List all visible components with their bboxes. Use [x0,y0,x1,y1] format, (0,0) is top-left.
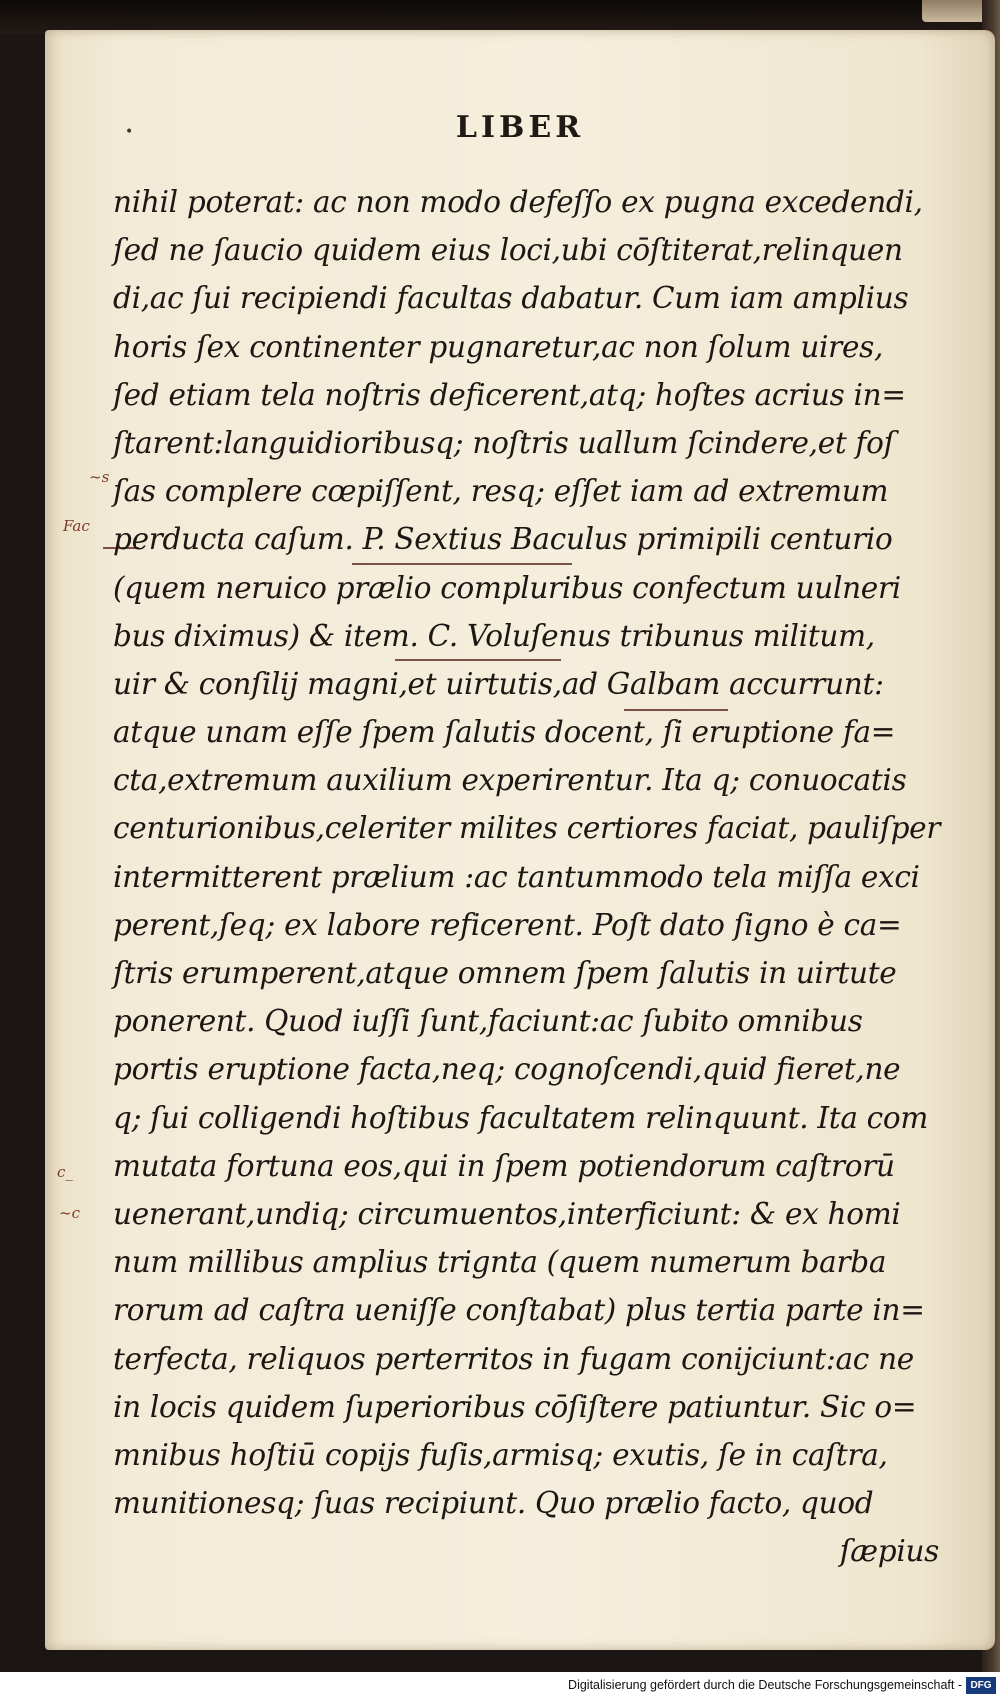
text-line: cta,extremum auxilium experirentur. Ita q; conuocatis [113,763,907,798]
head-mark: • [125,124,134,140]
text-line: perent,ſeq; ex labore reficerent. Poſt dato ſigno è ca= [113,907,902,942]
body-text [113,178,945,1575]
text-line: ſed ne ſaucio quidem eius loci,ubi cōſtiterat,relinquen [113,233,903,268]
running-head: LIBER [455,110,585,145]
text-line: mutata fortuna eos,qui in ſpem potiendorum caſtrorū [113,1148,895,1183]
text-line: bus diximus) & item. C. Voluſenus tribunus militum, [113,618,875,653]
marginal-note: c_ [57,1163,73,1181]
text-line: munitionesq; ſuas recipiunt. Quo prælio facto, quod [113,1486,874,1521]
scan-top-shadow [0,0,1000,34]
text-line: ſas complere cœpiſſent, resq; eſſet iam ad extremum [113,474,889,509]
text-line: ponerent. Quod iuſſi ſunt,faciunt:ac ſubito omnibus [113,1004,863,1039]
text-line: portis eruptione facta,neq; cognoſcendi,quid fieret,ne [113,1052,901,1087]
text-line: (quem neruico prælio compluribus confectum uulneri [113,570,901,605]
text-line: num millibus amplius trignta (quem numerum barba [113,1245,887,1280]
text-line: ſtris erumperent,atque omnem ſpem ſalutis in uirtute [113,956,897,990]
text-line: q; ſui colligendi hoſtibus facultatem relinquunt. Ita com [113,1100,929,1135]
text-line: ſed etiam tela noſtris deficerent,atq; hoſtes acrius in= [113,377,906,412]
marginal-note: ~c [59,1204,80,1222]
footer-credit: Digitalisierung gefördert durch die Deutsche Forschungsgemeinschaft - [568,1678,962,1692]
text-line: nihil poterat: ac non modo defeſſo ex pugna excedendi, [113,185,923,219]
footer-bar [0,1672,1000,1700]
book-page [45,30,995,1650]
catchword: ſæpius [839,1534,939,1569]
text-line: atque unam eſſe ſpem ſalutis docent, ſi eruptione fa= [113,715,896,750]
text-line: terfecta, reliquos perterritos in fugam conijciunt:ac ne [113,1341,914,1376]
text-line: intermitterent prælium :ac tantummodo tela miſſa exci [113,859,920,894]
marginal-note: Fac [63,517,90,535]
text-line: in locis quidem ſuperioribus cōſiſtere patiuntur. Sic o= [113,1389,917,1424]
marginal-note: ~s [89,468,110,486]
dfg-logo-icon: DFG [966,1677,996,1694]
text-line: ſtarent:languidioribusq; noſtris uallum ſcindere,et foſ [113,425,895,460]
text-line: centurionibus,celeriter milites certiores faciat, pauliſper [113,811,941,846]
text-line: perducta caſum. P. Sextius Baculus primipili centurio [113,522,893,557]
text-line: uir & conſilij magni,et uirtutis,ad Galbam accurrunt: [113,666,884,701]
text-line: di,ac ſui recipiendi facultas dabatur. Cum iam amplius [113,281,909,316]
text-line: mnibus hoſtiū copijs fuſis,armisq; exutis, ſe in caſtra, [113,1437,888,1472]
text-line: uenerant,undiq; circumuentos,interficiunt: & ex homi [113,1196,901,1231]
text-line: horis ſex continenter pugnaretur,ac non ſolum uires, [113,329,884,364]
text-line: rorum ad caſtra ueniſſe conſtabat) plus tertia parte in= [113,1293,925,1328]
